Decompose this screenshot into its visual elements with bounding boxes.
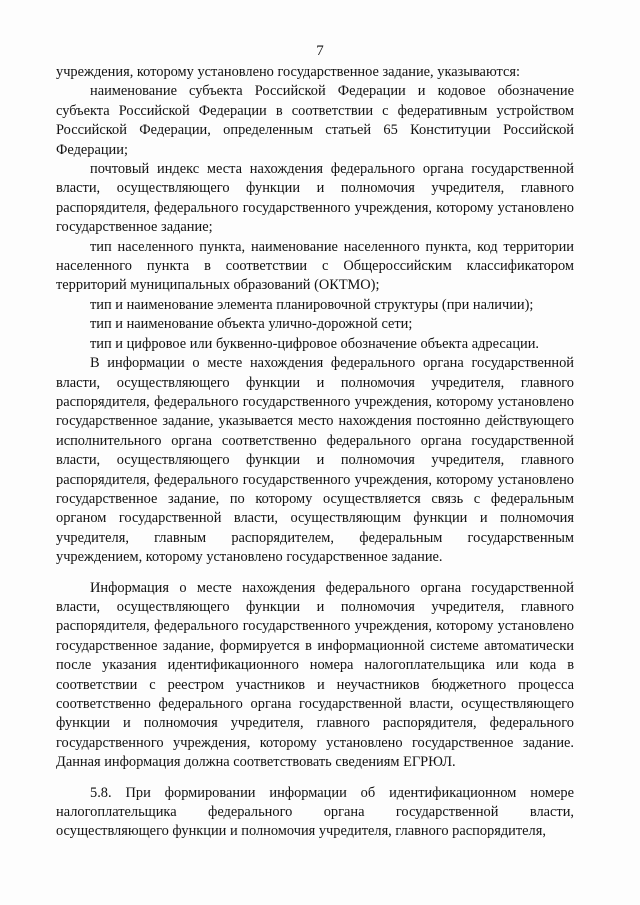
paragraph-location-formation: Информация о месте нахождения федерального органа государственной власти, осуществляющего функции и полномочия учредителя, главного распорядителя, федерального государственного учреждения, которому установлено государственное задание, формируется в информационной системе автоматически после указания идентификационного номера налогоплательщика или кода в соответствии с реестром участников и неучастников бюджетного процесса соответственно федерального органа государственной власти, осуществляющего функции и полномочия учредителя, главного распорядителя, федерального государственного учреждения, которому установлено государственное задание. Данная информация должна соответствовать сведениям ЕГРЮЛ.	[56, 579, 574, 771]
document-body	[56, 63, 574, 842]
paragraph-postal-index: почтовый индекс места нахождения федерального органа государственной власти, осуществляющего функции и полномочия учредителя, главного распорядителя, федерального государственного учреждения, которому установлено государственное задание;	[56, 161, 574, 236]
paragraph-subject-name: наименование субъекта Российской Федерации и кодовое обозначение субъекта Российской Федерации в соответствии с федеративным устройством Российской Федерации, определенным статьей 65 Конституции Российской Федерации;	[56, 83, 574, 158]
paragraph-street-object: тип и наименование объекта улично-дорожной сети;	[90, 316, 413, 333]
page-number: 7	[316, 43, 324, 59]
paragraph-address-object: тип и цифровое или буквенно-цифровое обозначение объекта адресации.	[90, 335, 540, 352]
paragraph-section-5-8: 5.8. При формировании информации об идентификационном номере налогоплательщика федерального органа государственной власти, осуществляющего функции и полномочия учредителя, главного распорядителя,	[56, 784, 574, 840]
paragraph-location-info: В информации о месте нахождения федерального органа государственной власти, осуществляющего функции и полномочия учредителя, главного распорядителя, федерального государственного учреждения, которому установлено государственное задание, указывается место нахождения постоянно действующего исполнительного органа соответственно федерального органа государственной власти, осуществляющего функции и полномочия учредителя, главного распорядителя, федерального государственного учреждения, которому установлено государственное задание, по которому осуществляется связь с федеральным органом государственной власти, осуществляющим функции и полномочия учредителя, главным распорядителем, федеральным государственным учреждением, которому установлено государственное задание.	[56, 355, 574, 566]
paragraph-settlement-type: тип населенного пункта, наименование населенного пункта, код территории населенного пункта в соответствии с Общероссийским классификатором территорий муниципальных образований (ОКТМО);	[56, 238, 574, 294]
paragraph-continuation: учреждения, которому установлено государственное задание, указываются:	[56, 64, 520, 80]
paragraph-planning-element: тип и наименование элемента планировочной структуры (при наличии);	[90, 296, 534, 313]
